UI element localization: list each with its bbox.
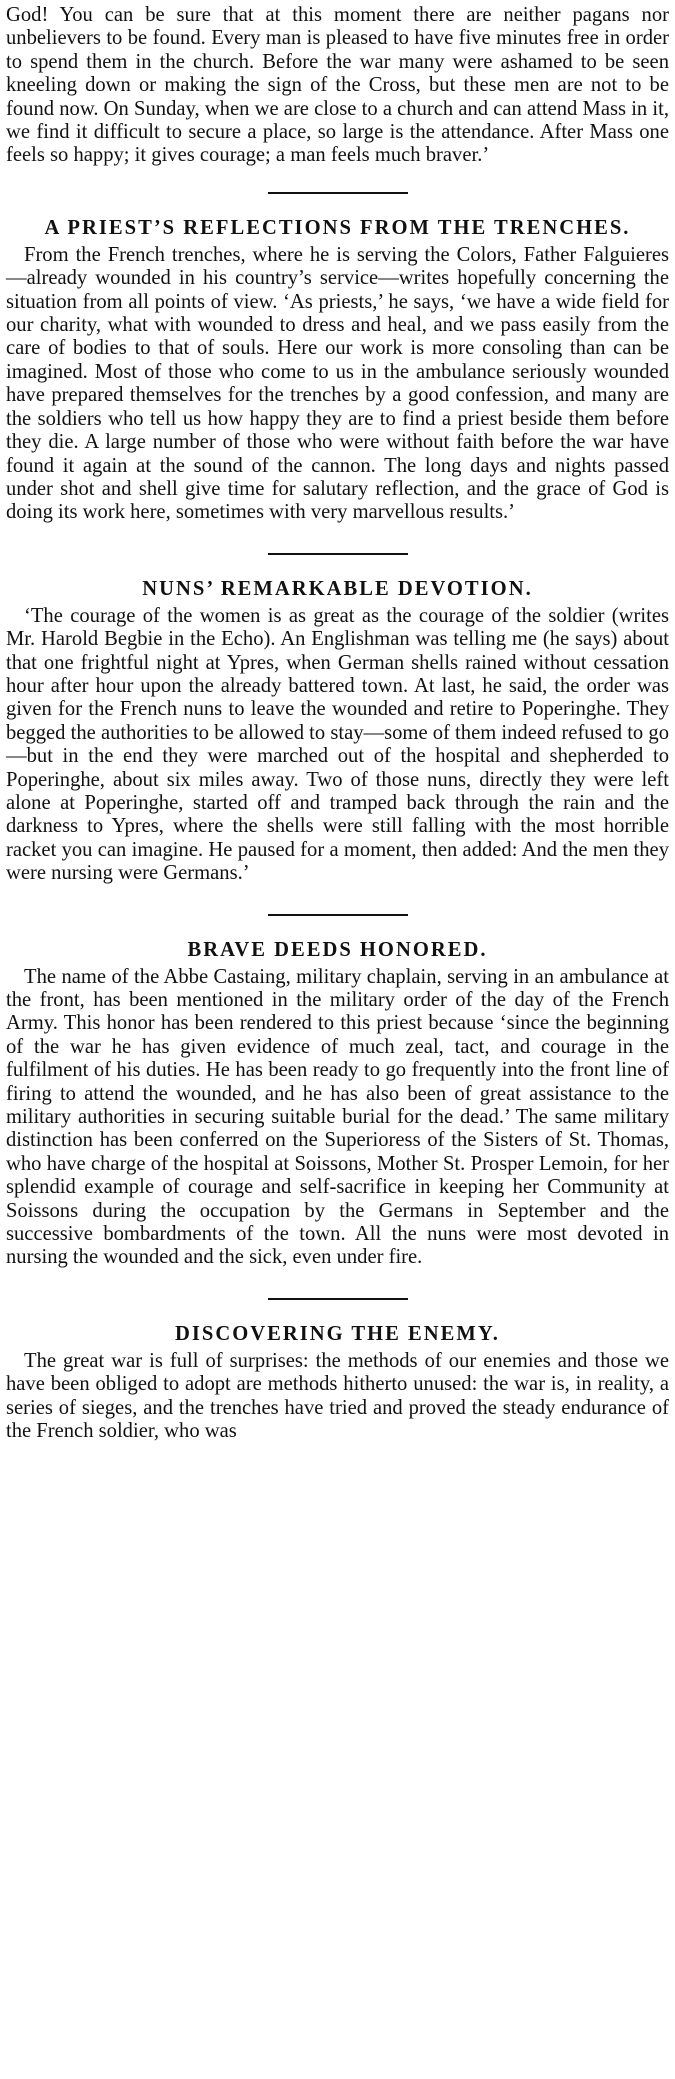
section-heading-priest-reflections: A PRIEST’S REFLECTIONS FROM THE TRENCHES.: [44, 216, 631, 239]
section-body-nuns-devotion: ‘The courage of the women is as great as the courage of the soldier (writes Mr. Harold Begbie in the Echo). An Englishman was telling me (he says) about that one frightful night at Ypres, when German shells rained without cessation hour after hour upon the already battered town. At last, he said, the order was given for the French nuns to leave the wounded and retire to Poperinghe. They begged the authorities to be allowed to stay—some of them indeed refused to go—but in the end they were marched out of the hospital and shepherded to Poperinghe, about six miles away. Two of those nuns, directly they were left alone at Poperinghe, started off and tramped back through the rain and the darkness to Ypres, where the shells were still falling with the most horrible racket you can imagine. He paused for a moment, then added: And the men they were nursing were Germans.’: [6, 604, 669, 885]
section-heading-brave-deeds: BRAVE DEEDS HONORED.: [187, 938, 488, 961]
section-body-priest-reflections: From the French trenches, where he is serving the Colors, Father Falguieres—already wounded in his country’s service—writes hopefully concerning the situation from all points of view. ‘As priests,’ he says, ‘we have a wide field for our charity, what with wounded to dress and heal, and we pass easily from the care of bodies to that of souls. Here our work is more consoling than can be imagined. Most of those who come to us in the ambulance seriously wounded have prepared themselves for the trenches by a good confession, and many are the soldiers who tell us how happy they are to find a priest beside them before they die. A large number of those who were without faith before the war have found it again at the sound of the cannon. The long days and nights passed under shot and shell give time for salutary reflection, and the grace of God is doing its work here, sometimes with very marvellous results.’: [6, 243, 669, 524]
section-divider: [268, 553, 408, 555]
intro-paragraph: God! You can be sure that at this moment there are neither pagans nor unbelievers to be found. Every man is pleased to have five minutes free in order to spend them in the church. Before the war many were ashamed to be seen kneeling down or making the sign of the Cross, but these men are not to be found now. On Sunday, when we are close to a church and can attend Mass in it, we find it difficult to secure a place, so large is the attendance. After Mass one feels so happy; it gives courage; a man feels much braver.’: [6, 4, 669, 167]
section-heading-nuns-devotion: NUNS’ REMARKABLE DEVOTION.: [142, 577, 533, 600]
section-divider: [268, 192, 408, 194]
section-body-brave-deeds: The name of the Abbe Castaing, military chaplain, serving in an ambulance at the front, has been mentioned in the military order of the day of the French Army. This honor has been rendered to this priest because ‘since the beginning of the war he has given evidence of much zeal, tact, and courage in the fulfilment of his duties. He has been ready to go frequently into the front line of firing to attend the wounded, and he has also been of great assistance to the military authorities in securing suitable burial for the dead.’ The same military distinction has been conferred on the Superioress of the Sisters of St. Thomas, who have charge of the hospital at Soissons, Mother St. Prosper Lemoin, for her splendid example of courage and self-sacrifice in keeping her Community at Soissons during the occupation by the Germans in September and the successive bombardments of the town. All the nuns were most devoted in nursing the wounded and the sick, even under fire.: [6, 965, 669, 1269]
section-body-discovering-enemy: The great war is full of surprises: the methods of our enemies and those we have been obliged to adopt are methods hitherto unused: the war is, in reality, a series of sieges, and the trenches have tried and proved the steady endurance of the French soldier, who was: [6, 1349, 669, 1443]
section-divider: [268, 914, 408, 916]
section-heading-discovering-enemy: DISCOVERING THE ENEMY.: [175, 1322, 500, 1345]
section-divider: [268, 1298, 408, 1300]
